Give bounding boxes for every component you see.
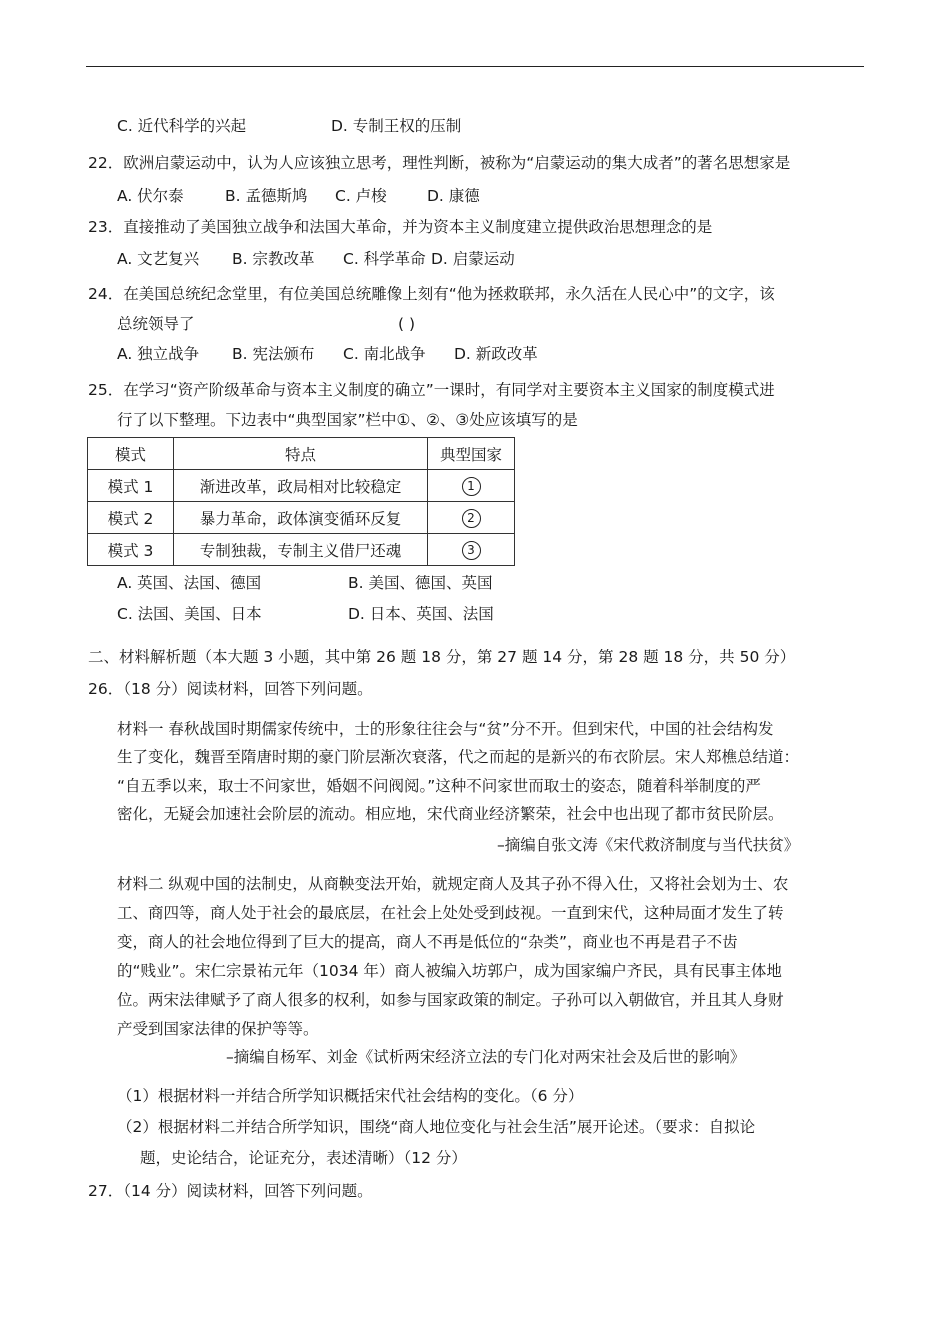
q26-subquestion-2: （2）根据材料二并结合所学知识，围绕“商人地位变化与社会生活”展开论述。（要求：自拟论: [117, 1118, 756, 1136]
table-header-cell: 模式: [88, 438, 174, 470]
material2-line: 的“贱业”。宋仁宗景祐元年（1034 年）商人被编入坊郭户，成为国家编户齐民，具有民事主体地: [117, 962, 782, 980]
table-cell: [428, 470, 515, 502]
table-row: [88, 470, 515, 502]
table-cell: 专制独裁，专制主义借尸还魂: [174, 534, 428, 566]
q25-option-b: B. 美国、德国、英国: [348, 574, 493, 592]
q21-option-d: D. 专制王权的压制: [331, 117, 462, 135]
q26-subquestion-2-cont: 题，史论结合，论证充分，表述清晰）（12 分）: [140, 1149, 467, 1167]
q21-option-c: C. 近代科学的兴起: [117, 117, 247, 135]
q24-option-a: A. 独立战争: [117, 345, 200, 363]
q25-option-c: C. 法国、美国、日本: [117, 605, 262, 623]
q22-option-c: C. 卢梭: [335, 187, 387, 205]
q24-answer-bracket: ( ): [398, 315, 416, 333]
table-header-cell: 典型国家: [428, 438, 515, 470]
material2-line: 位。两宋法律赋予了商人很多的权利，如参与国家政策的制定。子孙可以入朝做官，并且其人身财: [117, 991, 784, 1009]
circled-number: 1: [462, 477, 481, 496]
q24-option-c: C. 南北战争: [343, 345, 426, 363]
q24-option-d: D. 新政改革: [454, 345, 538, 363]
table-cell: 模式 2: [88, 502, 174, 534]
q24-stem-line2: 总统领导了: [117, 315, 195, 333]
table-cell: 渐进改革，政局相对比较稳定: [174, 470, 428, 502]
q23-option-b: B. 宗教改革: [232, 250, 315, 268]
table-cell: 模式 1: [88, 470, 174, 502]
header-rule: [86, 66, 864, 67]
material2-source: –摘编自杨军、刘金《试析两宋经济立法的专门化对两宋社会及后世的影响》: [226, 1048, 746, 1066]
table-cell: 暴力革命，政体演变循环反复: [174, 502, 428, 534]
q24-option-b: B. 宪法颁布: [232, 345, 315, 363]
q23-option-d: D. 启蒙运动: [431, 250, 515, 268]
circled-number: 2: [462, 509, 481, 528]
table-row: [88, 534, 515, 566]
q23-option-a: A. 文艺复兴: [117, 250, 200, 268]
material1-line: 材料一 春秋战国时期儒家传统中，士的形象往往会与“贫”分不开。但到宋代，中国的社会结构发: [117, 720, 774, 738]
table-cell: [428, 502, 515, 534]
material2-line: 材料二 纵观中国的法制史，从商鞅变法开始，就规定商人及其子孙不得入仕，又将社会划为士、农: [117, 875, 789, 893]
table-header-cell: 特点: [174, 438, 428, 470]
q23-option-c: C. 科学革命: [343, 250, 426, 268]
material1-line: 生了变化，魏晋至隋唐时期的豪门阶层渐次衰落，代之而起的是新兴的布衣阶层。宋人郑樵总结道：: [117, 748, 800, 766]
q27-stem: 27．（14 分）阅读材料，回答下列问题。: [88, 1182, 373, 1200]
circled-number: 3: [462, 541, 481, 560]
material2-line: 产受到国家法律的保护等等。: [117, 1020, 319, 1038]
q25-option-d: D. 日本、英国、法国: [348, 605, 494, 623]
q25-stem-line2: 行了以下整理。下边表中“典型国家”栏中①、②、③处应该填写的是: [117, 411, 578, 429]
material2-line: 变，商人的社会地位得到了巨大的提高，商人不再是低位的“杂类”，商业也不再是君子不齿: [117, 933, 738, 951]
section-title: 二、材料解析题（本大题 3 小题，其中第 26 题 18 分，第 27 题 14 分，第 28 题 18 分，共 50 分）: [88, 648, 796, 666]
q25-stem-line1: 25．在学习“资产阶级革命与资本主义制度的确立”一课时，有同学对主要资本主义国家的制度模式进: [88, 381, 775, 399]
table-header-row: [88, 438, 515, 470]
material2-line: 工、商四等，商人处于社会的最底层，在社会上处处受到歧视。一直到宋代，这种局面才发生了转: [117, 904, 784, 922]
material1-line: 密化，无疑会加速社会阶层的流动。相应地，宋代商业经济繁荣，社会中也出现了都市贫民阶层。: [117, 805, 784, 823]
q26-stem: 26．（18 分）阅读材料，回答下列问题。: [88, 680, 373, 698]
material1-source: –摘编自张文涛《宋代救济制度与当代扶贫》: [497, 836, 800, 854]
q22-option-b: B. 孟德斯鸠: [225, 187, 308, 205]
q22-option-d: D. 康德: [427, 187, 480, 205]
table-cell: 模式 3: [88, 534, 174, 566]
q23-stem: 23．直接推动了美国独立战争和法国大革命，并为资本主义制度建立提供政治思想理念的是: [88, 218, 713, 236]
q22-option-a: A. 伏尔泰: [117, 187, 184, 205]
material1-line: “自五季以来，取士不问家世，婚姻不问阀阅。”这种不问家世而取士的姿态，随着科举制度的严: [117, 777, 761, 795]
q26-subquestion-1: （1）根据材料一并结合所学知识概括宋代社会结构的变化。（6 分）: [117, 1087, 584, 1105]
table-row: [88, 502, 515, 534]
q22-stem: 22．欧洲启蒙运动中，认为人应该独立思考，理性判断，被称为“启蒙运动的集大成者”的著名思想家是: [88, 154, 791, 172]
model-table: [87, 437, 515, 566]
q25-option-a: A. 英国、法国、德国: [117, 574, 262, 592]
q24-stem-line1: 24．在美国总统纪念堂里，有位美国总统雕像上刻有“他为拯救联邦，永久活在人民心中”的文字，该: [88, 285, 775, 303]
table-cell: [428, 534, 515, 566]
